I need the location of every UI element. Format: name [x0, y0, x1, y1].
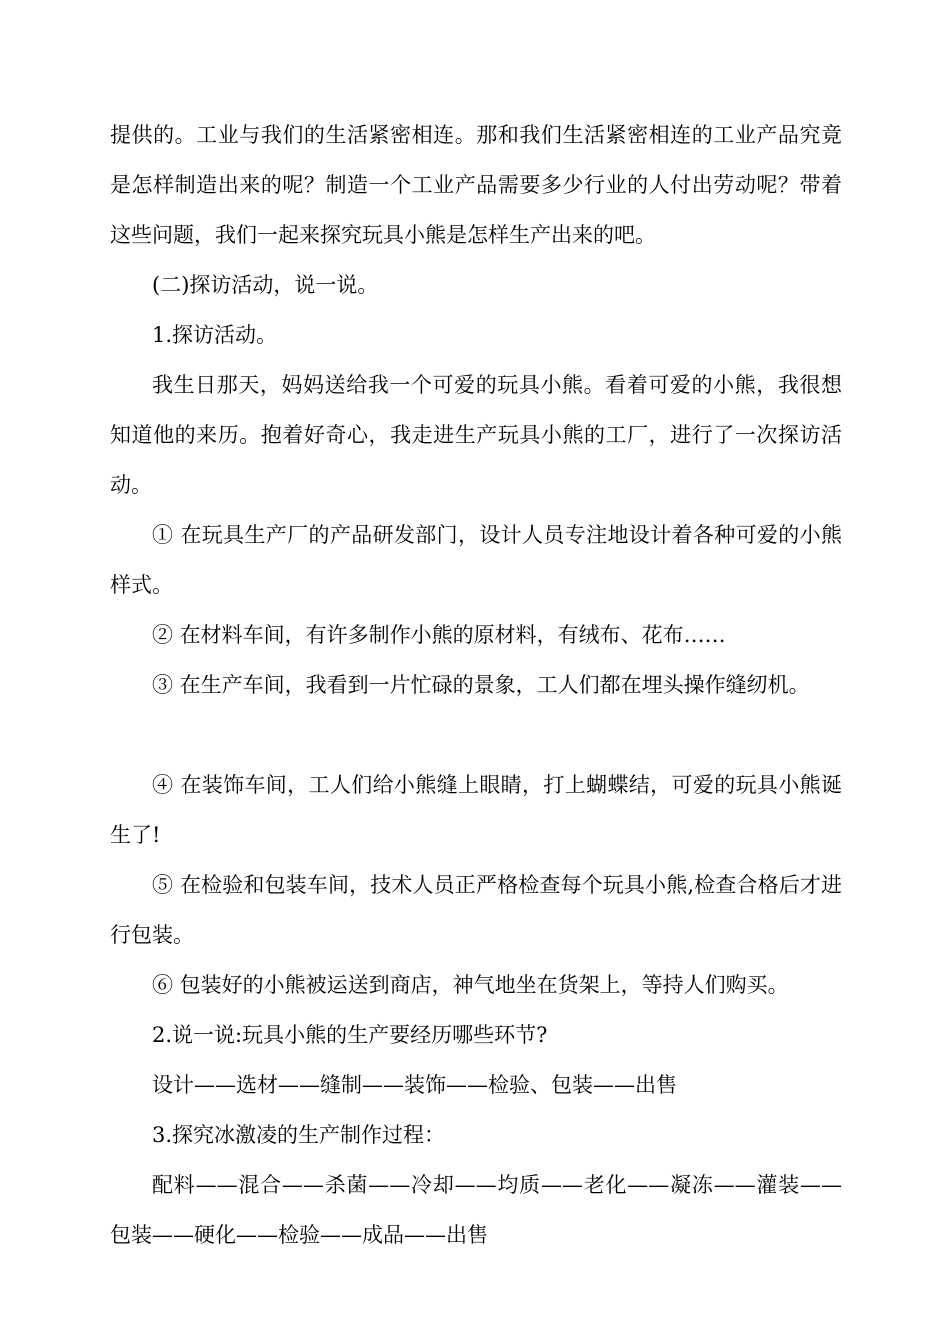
paragraph-intro-continued: 提供的。工业与我们的生活紧密相连。那和我们生活紧密相连的工业产品究竟是怎样制造出来的呢？制造一个工业产品需要多少行业的人付出劳动呢？带着这些问题，我们一起来探究玩具小熊是怎样生产出来的吧。	[110, 123, 842, 247]
paragraph-step-2: ② 在材料车间，有许多制作小熊的原材料，有绒布、花布……	[152, 623, 726, 647]
paragraph-step-5: ⑤ 在检验和包装车间，技术人员正严格检查每个玩具小熊,检查合格后才进行包装。	[110, 873, 842, 947]
icecream-process-flow: 配料——混合——杀菌——冷却——均质——老化——凝冻——灌装——包装——硬化——检验——成品——出售	[110, 1173, 842, 1247]
paragraph-step-4: ④ 在装饰车间，工人们给小熊缝上眼睛，打上蝴蝶结，可爱的玩具小熊诞生了!	[110, 773, 842, 847]
paragraph-story-intro: 我生日那天，妈妈送给我一个可爱的玩具小熊。看着可爱的小熊，我很想知道他的来历。抱着好奇心，我走进生产玩具小熊的工厂，进行了一次探访活动。	[110, 373, 842, 497]
blank-line	[110, 710, 842, 760]
document-page	[110, 110, 842, 1260]
section-heading: (二)探访活动，说一说。	[152, 273, 379, 297]
paragraph-step-6: ⑥ 包装好的小熊被运送到商店，神气地坐在货架上，等持人们购买。	[152, 973, 789, 997]
subheading-discuss: 2.说一说:玩具小熊的生产要经历哪些环节?	[152, 1023, 548, 1047]
subheading-icecream: 3.探究冰激凌的生产制作过程：	[152, 1123, 446, 1147]
subheading-visit: 1.探访活动。	[152, 323, 278, 347]
bear-process-flow: 设计——选材——缝制——装饰——检验、包装——出售	[152, 1073, 677, 1097]
paragraph-step-3: ③ 在生产车间，我看到一片忙碌的景象，工人们都在埋头操作缝纫机。	[152, 673, 810, 697]
paragraph-step-1: ① 在玩具生产厂的产品研发部门，设计人员专注地设计着各种可爱的小熊样式。	[110, 523, 842, 597]
